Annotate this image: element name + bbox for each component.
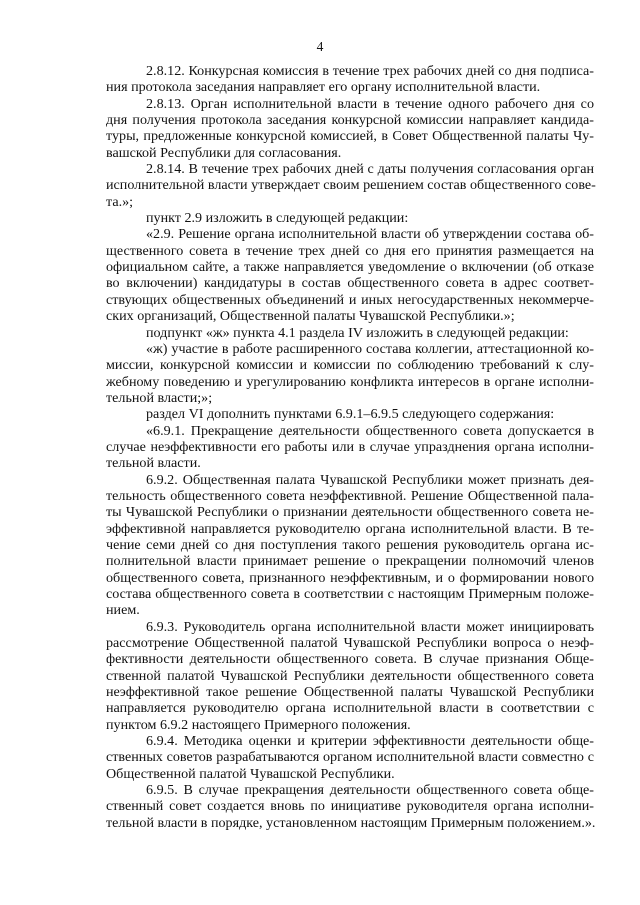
text-line: пункт 2.9 изложить в следующей редакции:	[146, 210, 409, 227]
text-line: ственных советов разрабатываются органом исполнительной власти совместно с	[106, 749, 594, 766]
text-line: ственной палатой Чувашской Республики деятельности общественного совета	[106, 667, 594, 684]
text-line: 6.9.5. В случае прекращения деятельности общественного совета обще-	[146, 782, 594, 799]
text-line: пунктом 6.9.2 настоящего Примерного положения.	[106, 716, 411, 733]
text-line: тельной власти в порядке, установленном настоящим Примерным положением.».	[106, 814, 596, 831]
text-line: общественного совета, признанного неэффективным, и о формировании нового	[106, 569, 594, 586]
paragraph	[106, 341, 594, 406]
text-line: подпункт «ж» пункта 4.1 раздела IV изложить в следующей редакции:	[146, 324, 569, 341]
text-line: исполнительной власти утверждает своим решением состав общественного сове-	[106, 177, 596, 194]
text-line: ственный совет создается вновь по инициативе руководителя органа исполни-	[106, 798, 594, 815]
text-line: направляется руководителю органа исполнительной власти в соответствии с	[106, 700, 594, 717]
text-line: тельной власти.	[106, 455, 201, 472]
text-line: та.»;	[106, 193, 134, 210]
text-line: тельной власти;»;	[106, 389, 213, 406]
text-line: 6.9.2. Общественная палата Чувашской Республики может признать дея-	[146, 471, 594, 488]
paragraph	[106, 423, 594, 472]
text-line: фективности деятельности общественного совета. В случае признания Обще-	[106, 651, 594, 668]
paragraph	[106, 733, 594, 782]
text-line: туры, предложенные конкурсной комиссией, в Совет Общественной палаты Чу-	[106, 128, 594, 145]
text-line: жебному поведению и урегулированию конфликта интересов в органе исполни-	[106, 373, 594, 390]
paragraph	[106, 406, 594, 422]
text-line: состава общественного совета в соответствии с настоящим Примерным положе-	[106, 586, 594, 602]
text-line: рассмотрение Общественной палатой Чувашской Республики вопроса о неэф-	[106, 635, 594, 652]
text-line: чение семи дней со дня поступления такого решения руководитель органа ис-	[106, 536, 594, 553]
text-line: 6.9.3. Руководитель органа исполнительной власти может инициировать	[146, 618, 594, 635]
text-line: вашской Республики для согласования.	[106, 144, 342, 161]
text-line: ствующих общественных объединений и иных негосударственных некоммерче-	[106, 291, 594, 308]
text-line: во включении) кандидатуры в состав общественного совета в адрес соответ-	[106, 275, 594, 292]
paragraph	[106, 210, 594, 226]
text-line: эффективной направляется руководителю органа исполнительной власти. В те-	[106, 520, 594, 537]
text-line: Общественной палатой Чувашской Республики.	[106, 765, 395, 782]
text-line: миссии, конкурсной комиссии и комиссии по соблюдению требований к слу-	[106, 357, 594, 374]
paragraph	[106, 472, 594, 619]
text-line: дня получения протокола заседания конкурсной комиссии направляет кандида-	[106, 112, 594, 129]
text-line: 2.8.13. Орган исполнительной власти в течение одного рабочего дня со	[146, 95, 594, 112]
document-body	[106, 63, 594, 831]
text-line: случае неэффективности его работы или в случае упразднения органа исполни-	[106, 438, 594, 455]
text-line: «2.9. Решение органа исполнительной власти об утверждении состава об-	[146, 226, 594, 243]
text-line: «6.9.1. Прекращение деятельности общественного совета допускается в	[146, 422, 594, 439]
page-number: 4	[316, 39, 324, 54]
text-line: 2.8.14. В течение трех рабочих дней с даты получения согласования орган	[146, 161, 594, 178]
text-line: 2.8.12. Конкурсная комиссия в течение трех рабочих дней со дня подписа-	[146, 63, 594, 79]
paragraph	[106, 325, 594, 341]
paragraph	[106, 63, 594, 96]
paragraph	[106, 782, 594, 831]
text-line: нием.	[106, 602, 140, 619]
text-line: щественного совета в течение трех дней со дня его принятия размещается на	[106, 242, 594, 259]
paragraph	[106, 96, 594, 161]
text-line: ты Чувашской Республики о признании деятельности общественного совета не-	[106, 504, 594, 521]
paragraph	[106, 619, 594, 733]
text-line: ния протокола заседания направляет его органу исполнительной власти.	[106, 79, 541, 96]
text-line: 6.9.4. Методика оценки и критерии эффективности деятельности обще-	[146, 733, 594, 750]
text-line: тельность общественного совета неэффективной. Решение Общественной пала-	[106, 487, 594, 504]
text-line: ских организаций, Общественной палаты Чувашской Республики.»;	[106, 308, 515, 325]
text-line: официальном сайте, а также направляется уведомление о включении (об отказе	[106, 259, 594, 276]
paragraph	[106, 226, 594, 324]
paragraph	[106, 161, 594, 210]
text-line: «ж) участие в работе расширенного состава коллегии, аттестационной ко-	[146, 340, 594, 357]
text-line: неэффективной такое решение Общественной палаты Чувашской Республики	[106, 684, 594, 701]
text-line: полнительной власти принимает решение о прекращении полномочий членов	[106, 553, 594, 570]
text-line: раздел VI дополнить пунктами 6.9.1–6.9.5 следующего содержания:	[146, 406, 555, 423]
